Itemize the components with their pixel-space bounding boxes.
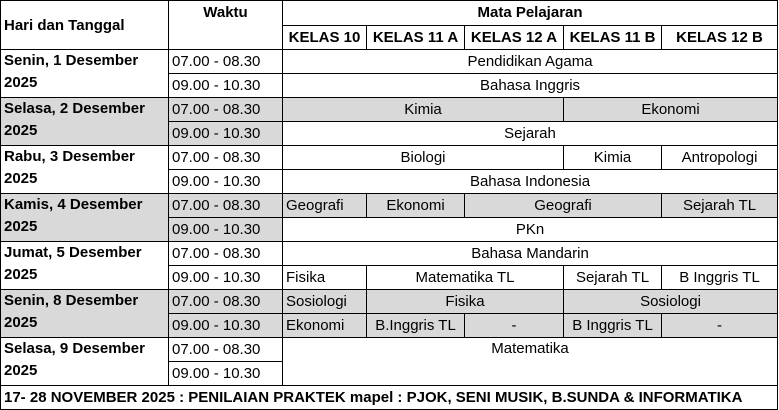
subject-cell: PKn bbox=[283, 218, 778, 242]
subject-cell: - bbox=[662, 314, 778, 338]
day-date: Jumat, 5 Desember 2025 bbox=[1, 242, 169, 290]
table-row bbox=[1, 338, 778, 362]
footer-row bbox=[1, 386, 778, 410]
day-date: Senin, 8 Desember 2025 bbox=[1, 290, 169, 338]
class-header-kelas-12b: KELAS 12 B bbox=[662, 25, 778, 50]
subject-cell: Ekonomi bbox=[367, 194, 465, 218]
subject-cell: Kimia bbox=[564, 146, 662, 170]
time-slot: 07.00 - 08.30 bbox=[169, 194, 283, 218]
subject-cell: Antropologi bbox=[662, 146, 778, 170]
subject-cell: Sosiologi bbox=[283, 290, 367, 314]
time-slot: 07.00 - 08.30 bbox=[169, 146, 283, 170]
day-date: Selasa, 2 Desember 2025 bbox=[1, 98, 169, 146]
day-date: Kamis, 4 Desember 2025 bbox=[1, 194, 169, 242]
subject-cell: B Inggris TL bbox=[662, 266, 778, 290]
time-slot: 09.00 - 10.30 bbox=[169, 314, 283, 338]
table-row bbox=[1, 146, 778, 170]
subject-cell: - bbox=[465, 314, 564, 338]
subject-cell: Fisika bbox=[283, 266, 367, 290]
subject-cell: Matematika TL bbox=[367, 266, 564, 290]
subject-cell: Bahasa Indonesia bbox=[283, 170, 778, 194]
header-subject: Mata Pelajaran bbox=[283, 1, 778, 26]
class-header-kelas-10: KELAS 10 bbox=[283, 25, 367, 50]
subject-cell: Sejarah bbox=[283, 122, 778, 146]
practical-exam-note: 17- 28 NOVEMBER 2025 : PENILAIAN PRAKTEK mapel : PJOK, SENI MUSIK, B.SUNDA & INFORMATIKA bbox=[1, 386, 778, 410]
table-row bbox=[1, 194, 778, 218]
table-row bbox=[1, 242, 778, 266]
day-date: Rabu, 3 Desember 2025 bbox=[1, 146, 169, 194]
time-slot: 09.00 - 10.30 bbox=[169, 362, 283, 386]
subject-cell: Fisika bbox=[367, 290, 564, 314]
subject-cell: Ekonomi bbox=[283, 314, 367, 338]
class-header-kelas-11b: KELAS 11 B bbox=[564, 25, 662, 50]
subject-cell: Pendidikan Agama bbox=[283, 50, 778, 74]
subject-cell: Geografi bbox=[465, 194, 662, 218]
header-day-date: Hari dan Tanggal bbox=[1, 1, 169, 50]
subject-cell: Ekonomi bbox=[564, 98, 778, 122]
subject-cell: Bahasa Inggris bbox=[283, 74, 778, 98]
class-header-kelas-12a: KELAS 12 A bbox=[465, 25, 564, 50]
subject-cell: Sejarah TL bbox=[564, 266, 662, 290]
time-slot: 09.00 - 10.30 bbox=[169, 74, 283, 98]
header-time: Waktu bbox=[169, 1, 283, 50]
subject-cell: Kimia bbox=[283, 98, 564, 122]
class-header-kelas-11a: KELAS 11 A bbox=[367, 25, 465, 50]
day-date: Selasa, 9 Desember 2025 bbox=[1, 338, 169, 386]
time-slot: 07.00 - 08.30 bbox=[169, 50, 283, 74]
time-slot: 07.00 - 08.30 bbox=[169, 290, 283, 314]
time-slot: 09.00 - 10.30 bbox=[169, 122, 283, 146]
table-row bbox=[1, 290, 778, 314]
subject-cell: Biologi bbox=[283, 146, 564, 170]
subject-cell: B.Inggris TL bbox=[367, 314, 465, 338]
time-slot: 07.00 - 08.30 bbox=[169, 338, 283, 362]
time-slot: 09.00 - 10.30 bbox=[169, 218, 283, 242]
subject-cell: Sejarah TL bbox=[662, 194, 778, 218]
table-row bbox=[1, 98, 778, 122]
day-date: Senin, 1 Desember 2025 bbox=[1, 50, 169, 98]
table-row bbox=[1, 50, 778, 74]
time-slot: 09.00 - 10.30 bbox=[169, 170, 283, 194]
subject-cell: Sosiologi bbox=[564, 290, 778, 314]
time-slot: 07.00 - 08.30 bbox=[169, 242, 283, 266]
subject-cell: Bahasa Mandarin bbox=[283, 242, 778, 266]
subject-cell: Geografi bbox=[283, 194, 367, 218]
time-slot: 09.00 - 10.30 bbox=[169, 266, 283, 290]
subject-cell: Matematika bbox=[283, 338, 778, 386]
time-slot: 07.00 - 08.30 bbox=[169, 98, 283, 122]
header-row-1 bbox=[1, 1, 778, 26]
subject-cell: B Inggris TL bbox=[564, 314, 662, 338]
